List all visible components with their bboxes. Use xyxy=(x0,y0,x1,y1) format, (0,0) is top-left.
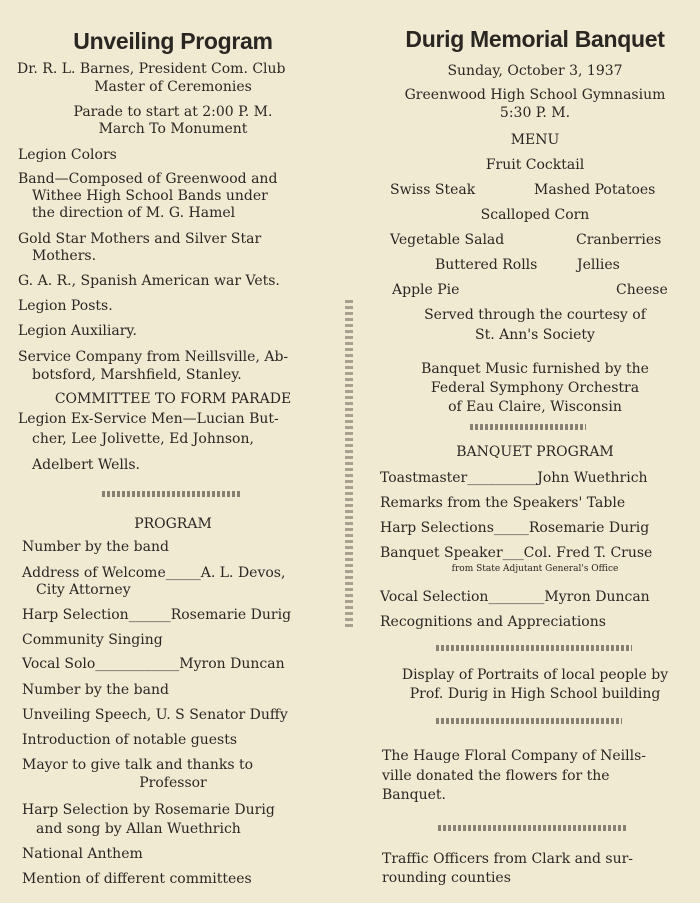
intro-line: March To Monument xyxy=(98,121,248,137)
served-line: Served through the courtesy of xyxy=(424,307,646,323)
banquet-program-heading: BANQUET PROGRAM xyxy=(456,444,614,460)
program-item: Vocal Solo____________Myron Duncan xyxy=(22,656,285,672)
program-item: Mayor to give talk and thanks to xyxy=(22,757,254,773)
parade-item: Withee High School Bands under xyxy=(32,188,268,204)
menu-item: Jellies xyxy=(577,257,620,273)
floral-line: Banquet. xyxy=(382,787,446,803)
intro-line: Master of Ceremonies xyxy=(94,79,252,95)
intro-line: Parade to start at 2:00 P. M. xyxy=(73,104,273,120)
program-item: City Attorney xyxy=(36,582,131,598)
committee-heading: COMMITTEE TO FORM PARADE xyxy=(54,391,292,407)
parade-item: Legion Colors xyxy=(18,147,117,163)
program-item: Unveiling Speech, U. S Senator Duffy xyxy=(22,707,288,723)
served-line: St. Ann's Society xyxy=(475,327,595,343)
music-line: Federal Symphony Orchestra xyxy=(430,380,640,396)
banquet-time: 5:30 P. M. xyxy=(499,105,571,121)
parade-item: Gold Star Mothers and Silver Star xyxy=(18,231,262,247)
traffic-line: Traffic Officers from Clark and sur- xyxy=(382,851,634,867)
parade-item: the direction of M. G. Hamel xyxy=(32,205,236,221)
menu-item: Apple Pie xyxy=(392,282,460,298)
parade-item: Service Company from Neillsville, Ab- xyxy=(18,349,289,365)
program-item: Harp Selection______Rosemarie Durig xyxy=(22,607,292,623)
program-item: and song by Allan Wuethrich xyxy=(36,821,241,837)
ornamental-divider xyxy=(438,825,626,831)
unveiling-program-title: Unveiling Program xyxy=(73,28,273,54)
parade-item: Legion Auxiliary. xyxy=(18,323,137,339)
parade-item: Band—Composed of Greenwood and xyxy=(18,171,278,187)
committee-line: Adelbert Wells. xyxy=(32,457,140,473)
ornamental-divider xyxy=(436,718,622,724)
menu-item: Buttered Rolls xyxy=(435,257,538,273)
program-item: Mention of different committees xyxy=(22,871,252,887)
program-item: Number by the band xyxy=(22,539,169,555)
banquet-program-item: Vocal Selection________Myron Duncan xyxy=(380,589,650,605)
program-item: Professor xyxy=(139,775,207,791)
menu-item: Swiss Steak xyxy=(390,182,476,198)
program-item: National Anthem xyxy=(22,846,143,862)
floral-line: The Hauge Floral Company of Neills- xyxy=(382,748,646,764)
menu-item: Cranberries xyxy=(576,232,662,248)
ornamental-divider xyxy=(436,645,632,651)
program-heading: PROGRAM xyxy=(134,516,212,532)
menu-item: Vegetable Salad xyxy=(390,232,505,248)
program-item: Harp Selection by Rosemarie Durig xyxy=(22,802,275,818)
parade-item: botsford, Marshfield, Stanley. xyxy=(32,367,242,383)
portraits-line: Display of Portraits of local people by xyxy=(401,667,669,683)
committee-line: Legion Ex-Service Men—Lucian But- xyxy=(18,411,279,427)
vertical-ornamental-divider xyxy=(345,300,353,630)
menu-item: Scalloped Corn xyxy=(480,207,590,223)
banquet-program-item: Toastmaster__________John Wuethrich xyxy=(380,470,648,486)
menu-heading: MENU xyxy=(510,132,560,148)
ornamental-divider xyxy=(102,491,242,497)
parade-item: Mothers. xyxy=(32,248,97,264)
committee-line: cher, Lee Jolivette, Ed Johnson, xyxy=(32,431,254,447)
ornamental-divider xyxy=(470,424,586,430)
banquet-date: Sunday, October 3, 1937 xyxy=(447,63,623,79)
banquet-title: Durig Memorial Banquet xyxy=(405,26,665,52)
banquet-program-item: Banquet Speaker___Col. Fred T. Cruse xyxy=(380,545,653,561)
menu-item: Fruit Cocktail xyxy=(485,157,585,173)
banquet-venue: Greenwood High School Gymnasium xyxy=(404,87,666,103)
program-item: Number by the band xyxy=(22,682,169,698)
program-item: Address of Welcome_____A. L. Devos, xyxy=(22,565,286,581)
program-item: Introduction of notable guests xyxy=(22,732,238,748)
banquet-program-item: Remarks from the Speakers' Table xyxy=(380,495,626,511)
parade-item: G. A. R., Spanish American war Vets. xyxy=(18,273,280,289)
music-line: of Eau Claire, Wisconsin xyxy=(448,399,622,415)
portraits-line: Prof. Durig in High School building xyxy=(409,686,661,702)
speaker-note: from State Adjutant General's Office xyxy=(451,564,619,574)
music-line: Banquet Music furnished by the xyxy=(421,361,649,377)
parade-item: Legion Posts. xyxy=(18,298,113,314)
program-item: Community Singing xyxy=(22,632,163,648)
intro-line: Dr. R. L. Barnes, President Com. Club xyxy=(17,61,286,77)
banquet-program-item: Harp Selections_____Rosemarie Durig xyxy=(380,520,650,536)
banquet-program-item: Recognitions and Appreciations xyxy=(380,614,606,630)
menu-item: Cheese xyxy=(616,282,668,298)
menu-item: Mashed Potatoes xyxy=(534,182,656,198)
traffic-line: rounding counties xyxy=(382,870,511,886)
floral-line: ville donated the flowers for the xyxy=(382,768,610,784)
